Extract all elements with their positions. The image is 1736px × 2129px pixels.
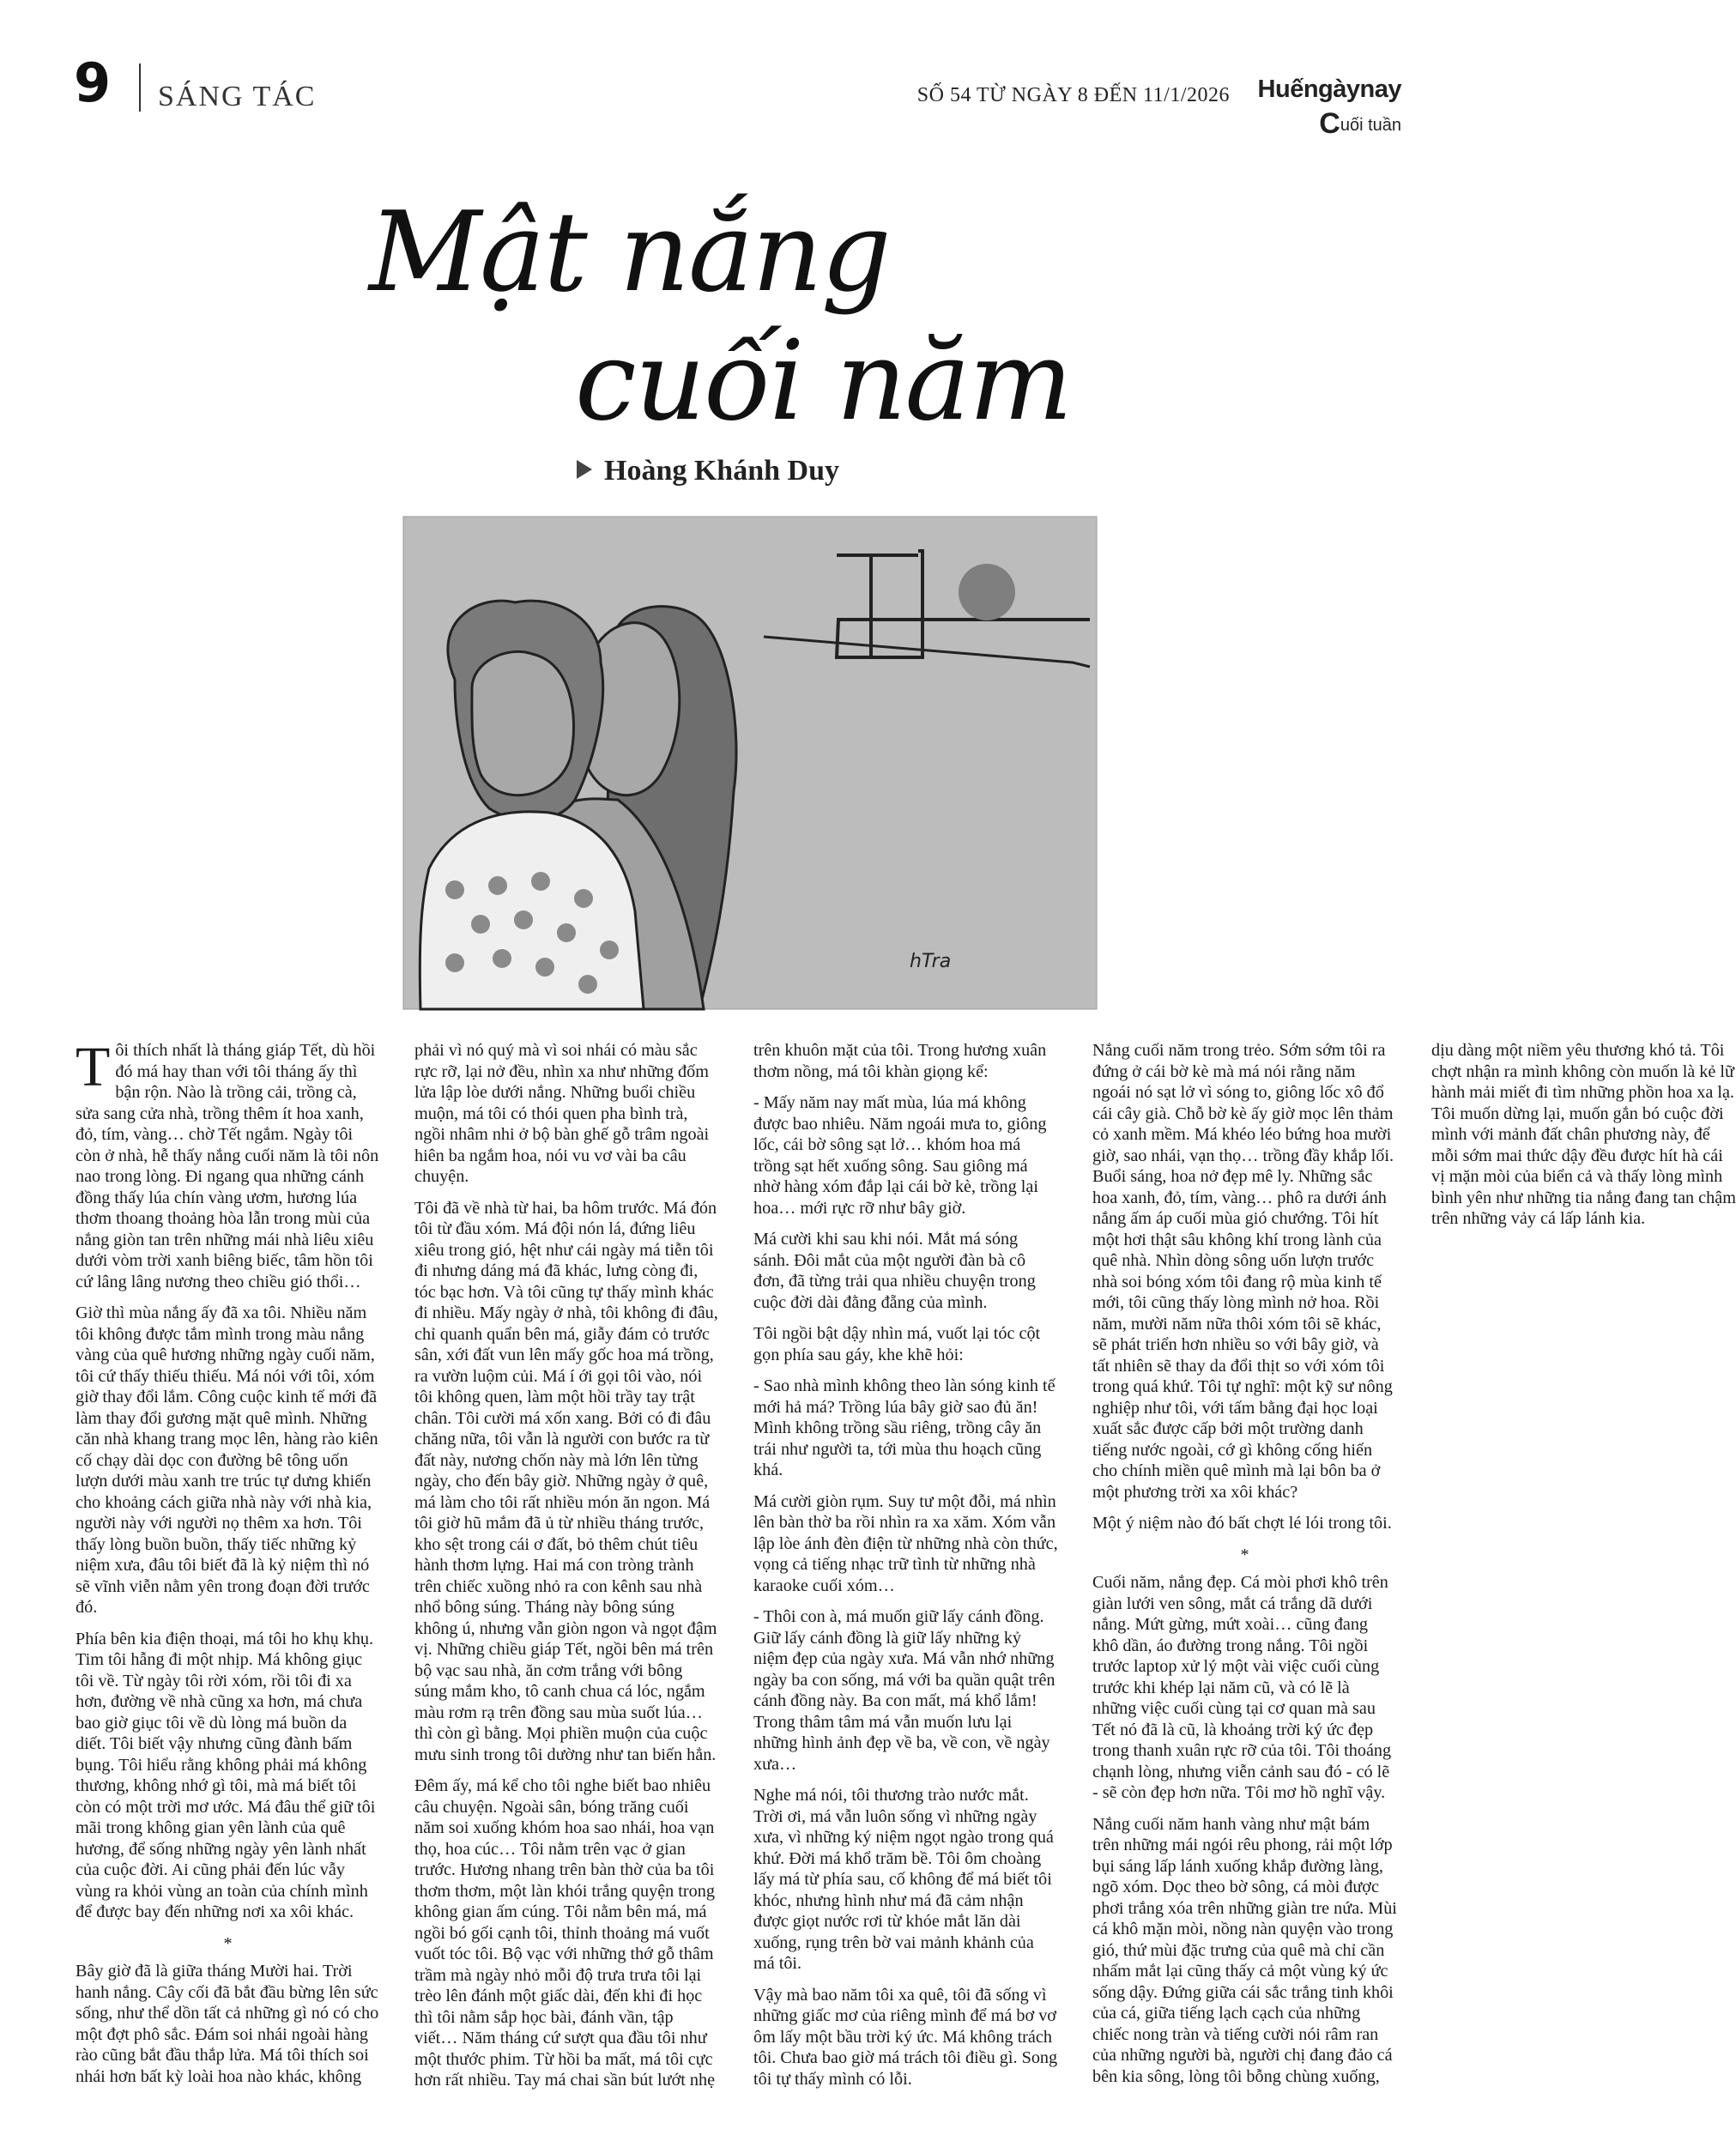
brand-sub-initial: C bbox=[1319, 107, 1340, 140]
paragraph: Nắng cuối năm hanh vàng như mật bám trên những mái ngói rêu phong, rải một lớp bụi sáng lấp lánh xuống khắp đường làng, ngõ xóm. Dọc theo bờ sông, cá mòi được phơi trắng xóa trên những giàn tre nứa. Mùi cá khô mặn mòi, nồng nàn quyện vào trong gió, thứ mùi đặc trưng của quê mà chỉ cần nhấm mắt lại cũng thấy cả một vùng ký ức sống dậy. Đứng giữa cái sắc trắng tinh khôi của cá, giữa tiếng lạch cạch của những chiếc nong tràn và tiếng cười nói râm ran của những người bà, người chị đang đảo cá bên kia sông, lòng tôi bỗng chùng xuống, dịu dàng một niềm yêu thương khó tả. Tôi chợt nhận ra mình không còn muốn là kẻ lữ hành mải miết đi tìm những phồn hoa xa lạ. Tôi muốn dừng lại, muốn gắn bó cuộc đời mình với mảnh đất chân phương này, để mỗi sớm mai thức dậy đều được hít hà cái vị mặn mòi của biển cả và thấy lòng mình bình yên như những tia nắng đang tan chậm trên những vảy cá lấp lánh kia. bbox=[1092, 1041, 1736, 2086]
paragraph: Nắng cuối năm trong trẻo. Sớm sớm tôi ra đứng ở cái bờ kè mà má nói rằng năm ngoái nó sạt lở vì sóng to, giông lốc xô đổ cái cây già. Chỗ bờ kè ấy giờ mọc lên thảm cỏ xanh mềm. Má khéo léo bứng hoa mười giờ, sao nhái, vạn thọ… trồng đầy khắp lối. Buổi sáng, hoa nở đẹp mê ly. Những sắc hoa xanh, đỏ, tím, vàng… phô ra dưới ánh nắng ấm áp cuối mùa gió chướng. Tôi hít một hơi thật sâu không khí trong lành của quê nhà. Nhìn dòng sông uốn lượn trước nhà soi bóng xóm tôi đang rộ mùa kinh tế mới, tôi cũng thấy lòng mình nở hoa. Rồi năm, mười năm nữa thôi xóm tôi sẽ khác, sẽ phát triển hơn nhiều so với bây giờ, và tất nhiên sẽ thay da đổi thịt so với xóm tôi trong quá khứ. Tôi tự nghĩ: một kỹ sư nông nghiệp như tôi, với tấm bằng đại học loại xuất sắc được cấp bởi một trường danh tiếng nước ngoài, cớ gì không cống hiến cho chính miền quê mình mà lại bôn ba ở một phương trời xa xôi khác? bbox=[1092, 1041, 1394, 1502]
section-break: * bbox=[223, 1933, 233, 1953]
play-triangle-icon bbox=[577, 460, 592, 479]
paragraph: - Mấy năm nay mất mùa, lúa má không được bao nhiêu. Năm ngoái mưa to, giông lốc, cái bờ sông sạt lở… khóm hoa má trồng sạt hết xuống sông. Sau giông má nhờ hàng xóm đắp lại cái bờ kè, trồng lại hoa… mới rực rỡ như bây giờ. bbox=[753, 1093, 1047, 1218]
paragraph: - Thôi con à, má muốn giữ lấy cánh đồng. Giữ lấy cánh đồng là giữ lấy những kỷ niệm đẹp của ngày xưa. Má vẫn nhớ những ngày ba con sống, má với ba quần quật trên cánh đồng này. Ba con mất, má khổ lắm! Trong thâm tâm má vẫn muốn lưu lại những hình ảnh đẹp về ba, về con, về ngày xưa… bbox=[753, 1607, 1056, 1774]
section-label: SÁNG TÁC bbox=[158, 81, 317, 112]
paragraph: Nghe má nói, tôi thương trào nước mắt. Trời ơi, má vẫn luôn sống vì những ngày xưa, vì những ký niệm ngọt ngào trong quá khứ. Đời má khổ trăm bề. Tôi ôm choàng lấy má từ phía sau, cố không để má biết tôi khóc, nhưng hình như má đã cảm nhận được giọt nước rơi từ khóe mắt lăn dài xuống, rụng trên bờ vai mảnh khảnh của má tôi. bbox=[753, 1786, 1054, 1973]
paragraph: Cuối năm, nắng đẹp. Cá mòi phơi khô trên giàn lưới ven sông, mắt cá trắng dã dưới nắng. Mứt gừng, mứt xoài… cũng đang khô dần, áo đường trong nắng. Tôi ngồi trước laptop xử lý một vài việc cuối cùng trước khi khép lại năm cũ, và có lẽ là những việc cuối cùng tại cơ quan mà sau Tết nó đã là cũ, là khoảng trời ký ức đẹp trong thanh xuân rực rỡ của tôi. Tôi thoáng chạnh lòng, nhưng viễn cảnh sau đó - có lẽ - sẽ còn đẹp hơn nữa. Tôi mơ hồ nghĩ vậy. bbox=[1092, 1573, 1392, 1802]
page-number: 9 bbox=[74, 51, 112, 114]
header-divider bbox=[139, 64, 141, 112]
article-body bbox=[76, 1036, 1736, 2104]
paragraph: Giờ thì mùa nắng ấy đã xa tôi. Nhiều năm tôi không được tắm mình trong màu nắng vàng của quê hương những ngày cuối năm, tôi cứ thấy thiếu thiếu. Má nói với tôi, xóm giờ thay đổi lắm. Công cuộc kinh tế mới đã làm thay đổi gương mặt quê mình. Những căn nhà khang trang mọc lên, hàng rào kiên cố chạy dài dọc con đường bê tông uốn lượn dưới màu xanh tre trúc tự dưng khiến cho khoảng cách giữa nhà này với nhà kia, người này với người nọ thêm xa hơn. Tôi thấy lòng buồn buồn, thấy tiếc những kỷ niệm xưa, đâu tôi biết đã là kỷ niệm thì nó sẽ vĩnh viễn nằm yên trong đoạn đời trước đó. bbox=[76, 1303, 378, 1617]
paragraph: Bây giờ đã là giữa tháng Mười hai. Trời hanh nắng. Cây cối đã bắt đầu bừng lên sức sống, như thể dồn tất cả những gì nó có cho một đợt phô sắc. Đám soi nhái ngoài hàng rào cũng bắt đầu thắp lửa. Má tôi thích soi nhái hơn bất kỳ loài hoa nào khác, không phải vì nó quý mà vì soi nhái có màu sắc rực rỡ, lại nở đều, nhìn xa như những đốm lửa lập lòe dưới nắng. Những buổi chiều muộn, má tôi có thói quen pha bình trà, ngồi nhâm nhi ở bộ bàn ghế gỗ trâm ngoài hiên ba ngắm hoa, nói vu vơ vài ba câu chuyện. bbox=[76, 1041, 710, 2086]
author-byline bbox=[577, 455, 839, 487]
paragraph: - Sao nhà mình không theo làn sóng kinh tế mới hả má? Trồng lúa bây giờ sao đủ ăn! Mình không trồng sầu riêng, trồng cây ăn trái như người ta, tới mùa thu hoạch cũng khá. bbox=[753, 1376, 1056, 1479]
paragraph: Tôi đã về nhà từ hai, ba hôm trước. Má đón tôi từ đầu xóm. Má đội nón lá, đứng liêu xiêu trong gió, hệt như cái ngày má tiễn tôi đi nhưng dáng má đã khác, lưng còng đi, tóc bạc hơn. Và tôi cũng tự thấy mình khác đi nhiều. Mấy ngày ở nhà, tôi không đi đâu, chỉ quanh quẩn bên má, giẫy đám cỏ trước sân, xới đất vun lên mấy gốc hoa má trồng, ra vườn luộm củi. Má í ới gọi tôi vào, nói tôi không quen, làm một hồi trầy tay trật chân. Tôi cười má xốn xang. Bởi có đi đâu chăng nữa, tôi vẫn là người con bước ra từ đất này, nương chốn này mà lớn lên từng ngày, cho đến bây giờ. Những ngày ở quê, má làm cho tôi rất nhiều món ăn ngon. Má tôi giờ hũ mắm đã ủ từ nhiều tháng trước, kho sệt trong cái ơ đất, bỏ thêm chút tiêu hành thơm lựng. Hai má con tròng trành trên chiếc xuồng nhỏ ra con kênh sau nhà nhổ bông súng. Tháng này bông súng không ú, nhưng vẫn giòn ngon và ngọt đậm vị. Những chiều giáp Tết, ngồi bên má trên bộ vạc sau nhà, ăn cơm trắng với bông súng mắm kho, tô canh chua cá lóc, ngắm màu rơm rạ trên đồng sau mùa suốt lúa… thì còn gì bằng. Mọi phiền muộn của cuộc mưu sinh trong tôi dường như tan biến hẳn. bbox=[414, 1198, 718, 1764]
paragraph: Má cười giòn rụm. Suy tư một đỗi, má nhìn lên bàn thờ ba rồi nhìn ra xa xăm. Xóm vẫn lập lòe ánh đèn điện từ những nhà còn thức, vọng cả tiếng nhạc trữ tình từ những nhà karaoke cuối xóm… bbox=[753, 1491, 1058, 1595]
publication-logo bbox=[1258, 76, 1401, 141]
paragraph: Vậy mà bao năm tôi xa quê, tôi đã sống vì những giấc mơ của riêng mình để má bơ vơ ôm lấy một bầu trời ký ức. Má không trách tôi. Chưa bao giờ má trách tôi điều gì. Song tôi tự thấy mình có lỗi. bbox=[753, 1985, 1058, 2089]
section-break: * bbox=[1240, 1545, 1249, 1564]
paragraph: Một ý niệm nào đó bất chợt lé lói trong tôi. bbox=[1092, 1514, 1392, 1533]
article-illustration bbox=[403, 517, 1097, 1009]
brand-sub-text: uối tuần bbox=[1340, 116, 1401, 135]
artist-signature: hTra bbox=[910, 951, 952, 972]
paragraph: Đêm ấy, má kể cho tôi nghe biết bao nhiêu câu chuyện. Ngoài sân, bóng trăng cuối năm soi xuống khóm hoa sao nhái, hoa vạn thọ, hoa cúc… Tôi nằm trên vạc ở gian trước. Hương nhang trên bàn thờ của ba tôi thơm thơm, một làn khói trắng quyện trong không gian ấm cúng. Tôi nằm bên má, má ngồi bó gối cạnh tôi, thỉnh thoảng má vuốt vuốt tóc tôi. Bộ vạc với những thớ gỗ thâm trầm mà ngày nhỏ mỗi độ trưa trưa tôi lại trèo lên đánh một giấc dài, đến khi đi học thì tôi nằm sắp học bài, đánh vần, tập viết… Năm tháng cứ sượt qua đầu tôi như một thước phim. Từ hồi ba mất, má tôi cực hơn rất nhiều. Tay má chai sần bút lướt nhẹ trên khuôn mặt của tôi. Trong hương xuân thơm nồng, má tôi khàn giọng kể: bbox=[414, 1041, 1047, 2090]
author-name: Hoàng Khánh Duy bbox=[604, 455, 839, 487]
brand-main: Huếngàynay bbox=[1257, 76, 1401, 103]
brand-sub bbox=[1258, 107, 1401, 141]
paragraph: Tôi ngồi bật dậy nhìn má, vuốt lại tóc cột gọn phía sau gáy, khe khẽ hỏi: bbox=[753, 1324, 1041, 1364]
title-line-1: Mật nắng bbox=[369, 189, 890, 317]
page-header bbox=[69, 51, 1401, 140]
article-title bbox=[369, 189, 1141, 446]
title-line-2: cuối năm bbox=[575, 318, 1072, 445]
paragraph: Má cười khi sau khi nói. Mắt má sóng sánh. Đôi mắt của một người đàn bà cô đơn, đã từng trải qua nhiều chuyện trong cuộc đời dài đằng đẵng của mình. bbox=[753, 1230, 1036, 1312]
paragraph: Phía bên kia điện thoại, má tôi ho khụ khụ. Tim tôi hẫng đi một nhịp. Má không giục tôi về. Từ ngày tôi rời xóm, rồi tôi đi xa hơn, đường về nhà cũng xa hơn, má chưa bao giờ giục tôi về dù lòng má buồn da diết. Tôi biết vậy nhưng cũng đành bấm bụng. Tôi hiểu rằng không phải má không thương, không nhớ gì tôi, mà má biết tôi còn có một trời mơ ước. Má đâu thể giữ tôi mãi trong không gian yên lành của quê hương, để sống những ngày yên lành nhất của cuộc đời. Ai cũng phải đến lúc vẫy vùng ra khỏi vùng an toàn của chính mình để được bay đến những nơi xa xôi khác. bbox=[76, 1629, 376, 1921]
sun-icon bbox=[959, 564, 1015, 620]
issue-info: SỐ 54 TỪ NGÀY 8 ĐẾN 11/1/2026 bbox=[916, 84, 1230, 106]
paragraph: Tôi thích nhất là tháng giáp Tết, dù hồi đó má hay than với tôi tháng ấy thì bận rộn. Nào là trồng cải, trồng cà, sửa sang cửa nhà, trồng thêm ít hoa xanh, đỏ, tím, vàng… chờ Tết ngắm. Ngày tôi còn ở nhà, hễ thấy nắng cuối năm là tôi nôn nao trong lòng. Đi ngang qua những cánh đồng thấy lúa chín vàng ươm, hương lúa thơm thoang thoảng hòa lẫn trong mùi của nắng giòn tan trên những mái nhà liêu xiêu dưới vòm trời xanh biêng biếc, tâm hồn tôi cứ lâng lâng nương theo chiều gió thổi… bbox=[76, 1036, 379, 1291]
